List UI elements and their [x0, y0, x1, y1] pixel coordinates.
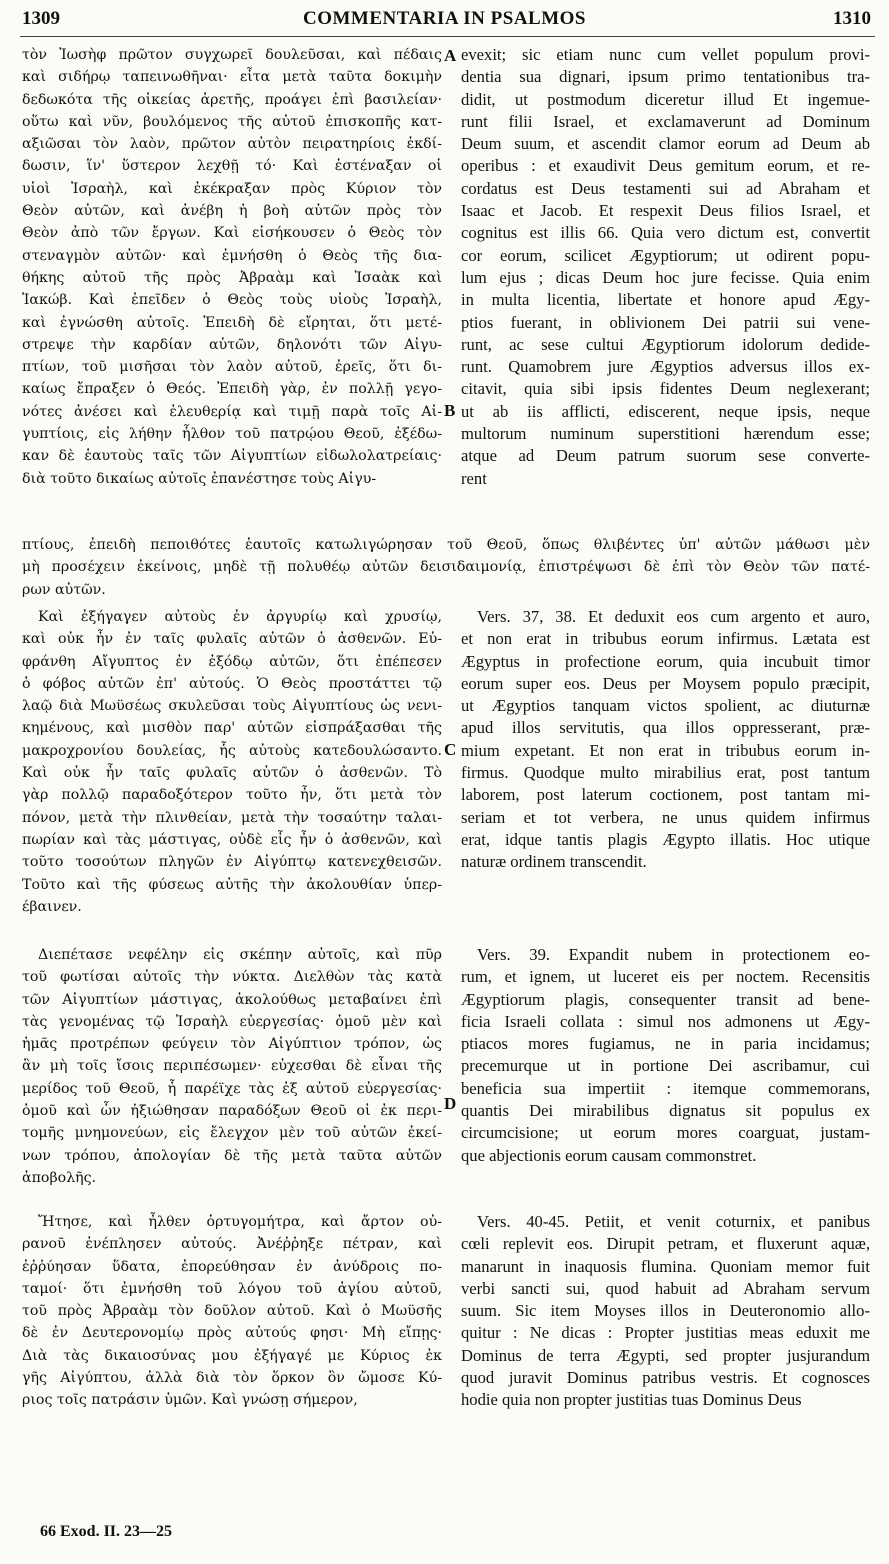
text-line: ptios fuerant, in oblivionem Dei patrii sui vene- — [461, 312, 870, 332]
running-title: COMMENTARIA IN PSALMOS — [303, 8, 586, 29]
text-line: Τοῦτο καὶ τῆς φύσεως αὐτῆς τὴν ἀκολουθίαν ὑπερ- — [22, 876, 442, 893]
text-line: cor eorum, scilicet Ægyptiorum; ut odirent popu- — [461, 245, 870, 265]
latin-column-2 — [461, 606, 870, 874]
text-line: νότες ἀνέσει καὶ ἐλευθερίᾳ καὶ τιμῇ παρὰ τοῖς Αἰ- — [22, 403, 442, 420]
text-line: ut ab iis afflicti, ediscerent, neque ipsis, neque — [461, 401, 870, 421]
text-line: didit, ut postmodum diceretur illud Et ingemue- — [461, 89, 870, 109]
text-line: καίως ἔπραξεν ὁ Θεός. Ἐπειδὴ γὰρ, ἐν πολλῇ γεγο- — [22, 381, 442, 398]
margin-letter-a: A — [444, 46, 457, 65]
text-line: Θεὸν ἀπὸ τῶν ἔργων. Καὶ εἰσήκουσεν ὁ Θεὸς τὸν — [22, 225, 442, 242]
latin-column-1 — [461, 44, 870, 490]
text-line: πόνον, μετὰ τὴν πλινθείαν, μετὰ τὴν τοσαύτην ταλαι- — [22, 809, 442, 826]
greek-column-2 — [22, 606, 442, 918]
text-line: ptiacos mores fugiamus, ne in paria incidamus; — [461, 1034, 870, 1054]
text-line: πωρίαν καὶ τὰς μάστιγας, οὐδὲ εἷς ἦν ὁ ἀσθενῶν, καὶ — [22, 831, 442, 848]
text-line: καὶ ἐγνώσθη αὐτοῖς. Ἐπειδὴ δὲ εἴρηται, ὅτι μετέ- — [22, 314, 442, 331]
text-line: Vers. 37, 38. Et deduxit eos cum argento et auro, — [477, 607, 870, 626]
text-line: ὁμοῦ καὶ ὧν ἠξιώθησαν παραδόξων Θεοῦ οἱ ἐκ περι- — [22, 1103, 442, 1120]
text-line: Καὶ οὐκ ἦν ταῖς φυλαῖς αὐτῶν ὁ ἀσθενῶν. Τὸ — [22, 765, 442, 782]
text-line: laborem, post laterum coctionem, post tantam mi- — [461, 785, 870, 805]
text-line: Dominus de terra Ægypti, sed propter jusjurandum — [461, 1345, 870, 1365]
text-line: manarunt in inaquosis flumina. Quoniam memor fuit — [461, 1256, 870, 1276]
text-line: ρων αὐτῶν. — [22, 581, 106, 598]
text-line: δὲ ἐν Δευτερονομίῳ πρὸς αὐτούς φησι· Μὴ εἴπῃς· — [22, 1325, 442, 1342]
text-line: Ægyptus in profectione eorum, quia incubuit timor — [461, 651, 870, 671]
text-line: γυπτίοις, εἰς λήθην ἦλθον τοῦ πατρῴου Θεοῦ, ἐξέδω- — [22, 426, 442, 443]
text-line: καὶ οὐκ ἦν ἐν ταῖς φυλαῖς αὐτῶν ὁ ἀσθενῶν. Εὐ- — [22, 631, 442, 648]
text-line: quitur : Ne dicas : Propter justitias meas eduxit me — [461, 1323, 870, 1343]
text-line: ριος τοῖς πατράσιν ὑμῶν. Καὶ γνώσῃ σήμερον, — [22, 1392, 358, 1409]
text-line: ἀποβολῆς. — [22, 1169, 97, 1186]
text-line: κημένους, καὶ μισθὸν παρ' αὐτῶν εἰσπράξασθαι τῆς — [22, 720, 442, 737]
footnote: 66 Exod. II. 23—25 — [40, 1523, 173, 1540]
text-line: αξιῶσαι τὸν λαὸν, πρῶτον αὐτὸν πειρατηρίοις ἐκδί- — [22, 136, 442, 153]
text-line: τὸν Ἰωσὴφ πρῶτον συγχωρεῖ δουλεῦσαι, καὶ πέδαις — [22, 47, 442, 63]
text-line: cognitus est illis 66. Quia vero dictum est, convertit — [461, 223, 870, 243]
text-line: Ἤτησε, καὶ ἦλθεν ὀρτυγομήτρα, καὶ ἄρτον οὐ- — [38, 1214, 442, 1230]
latin-column-4 — [461, 1211, 870, 1412]
text-line: φράνθη Αἴγυπτος ἐν ἐξόδῳ αὐτῶν, ὅτι ἐπέπεσεν — [22, 653, 442, 670]
text-line: ρανοῦ ἐνέπλησεν αὐτούς. Ἀνέῤῥηξε πέτραν, καὶ — [22, 1236, 442, 1253]
text-line: ἡμᾶς προτρέπων φεύγειν τὸν Αἰγύπτιον τρόπον, ὡς — [22, 1036, 442, 1053]
text-line: Ægyptiorum plagis, consequenter transit ad bene- — [461, 989, 870, 1009]
text-line: suum. Sic item Moyses illos in Deuteronomio allo- — [461, 1301, 870, 1321]
text-line: rent — [461, 468, 487, 488]
text-line: στρεψε τὴν καρδίαν αὐτῶν, δηλονότι τῶν Αἰγυ- — [22, 336, 442, 353]
text-line: cordatus est Deus testamenti sui ad Abraham et — [461, 178, 870, 198]
text-line: eorum super eos. Deus per Moysem populo præcipit, — [461, 673, 870, 693]
text-line: νων τρόπου, ἀπολογίαν δὲ τῆς μετὰ ταῦτα αὐτῶν — [22, 1147, 442, 1164]
text-line: καν δὲ ἑαυτοὺς ταῖς τῶν Αἰγυπτίων εἰδωλολατρείαις· — [22, 448, 442, 465]
text-line: quantis Dei mirabilibus dignatus sit populus ex — [461, 1101, 870, 1121]
text-line: seriam et tot verbera, ne unus quidem infirmus — [461, 807, 870, 827]
text-line: ἐῤῥύησαν ὕδατα, ἐπορεύθησαν ἐν ἀνύδροις πο- — [22, 1258, 442, 1275]
text-line: γὰρ πολλῷ παραδοξότερον τοῦτο ἦν, ὅτι μετὰ τὸν — [22, 787, 442, 804]
text-line: operibus : et exaudivit Deus gemitum eorum, et re- — [461, 156, 870, 176]
text-line: τοῦ φωτίσαι αὐτοῖς τὴν νύκτα. Διελθὼν τὰς κατὰ — [22, 969, 442, 986]
text-line: multorum numinum superstitioni hærendum esse; — [461, 424, 870, 444]
text-line: rum, et ignem, ut luceret eis per noctem. Recensitis — [461, 967, 870, 987]
text-line: hodie quia non propter justitias tuas Dominus Deus — [461, 1390, 802, 1410]
text-line: Ἰακώβ. Καὶ ἐπεῖδεν ὁ Θεὸς τοὺς υἱοὺς Ἰσραὴλ, — [22, 292, 442, 309]
text-line: ἂν μὴ τοῖς ἴσοις περιπέσωμεν· εὐχεσθαι δὲ εἶναι τῆς — [22, 1058, 442, 1075]
text-line: ut Ægyptios tanquam victos spolient, ac diuturnæ — [461, 696, 870, 716]
text-line: Vers. 39. Expandit nubem in protectionem eo- — [477, 945, 870, 964]
text-line: dentia sua dignari, ipsum primo tentationibus tra- — [461, 67, 870, 87]
text-line: circumcisione; ut eorum mores coarguat, justam- — [461, 1123, 870, 1143]
text-line: naturæ ordinem transcendit. — [461, 852, 647, 872]
text-line: τοῦτο τοσούτων πληγῶν ἐν Αἰγύπτῳ κατενεχθεισῶν. — [22, 854, 442, 871]
text-line: θήκης αὐτοῦ τῆς πρὸς Ἀβραὰμ καὶ Ἰσαὰκ καὶ — [22, 269, 442, 286]
text-line: ταμοί· ὅτι ἐμνήσθη τοῦ λόγου τοῦ ἁγίου αὐτοῦ, — [22, 1280, 442, 1297]
text-line: τῶν Αἰγυπτίων μάστιγας, ἀκολούθως μεταβαίνει ἐπὶ — [22, 991, 442, 1008]
text-line: Θεὸν αὐτῶν, καὶ ἀνέβη ἡ βοὴ αὐτῶν πρὸς τὸν — [22, 203, 442, 220]
text-line: γῆς Αἰγύπτου, ἀλλὰ διὰ τὸν ὅρκον ὃν ὤμοσε Κύ- — [22, 1370, 442, 1387]
text-line: υἱοὶ Ἰσραὴλ, καὶ ἐκέκραξαν πρὸς Κύριον τὸν — [22, 180, 442, 197]
greek-full-width-1 — [22, 534, 870, 601]
text-line: στεναγμὸν αὐτῶν· καὶ ἐμνήσθη ὁ Θεὸς τῆς δια- — [22, 247, 442, 264]
page-number-right: 1310 — [833, 8, 871, 29]
text-line: runt, ac sese cultui Ægyptiorum idolorum dedide- — [461, 334, 870, 354]
text-line: οὕτω καὶ νῦν, βουλόμενος τῆς αὐτοῦ ἐπισκοπῆς κατ- — [22, 113, 442, 130]
text-line: ὁ φόβος αὐτῶν ἐπ' αὐτούς. Ὁ Θεὸς προστάττει τῷ — [22, 675, 442, 692]
text-line: que abjectionis eorum causam commonstret. — [461, 1145, 757, 1165]
text-line: τομῆς μνημονεύων, εἰς ἔλεγχον μὲν τοῦ αὐτῶν ἐκεί- — [22, 1125, 442, 1142]
text-line: runt. Quamobrem jure Ægyptios adversus illos ex- — [461, 357, 870, 377]
text-line: ficia Israeli collata : simul nos admonens ut Ægy- — [461, 1011, 870, 1031]
text-line: μακροχρονίου δουλείας, ἧς αὐτοὺς κατεδουλώσαντο. — [22, 742, 442, 759]
text-line: in multa licentia, libertate et honore apud Ægy- — [461, 290, 870, 310]
latin-column-3 — [461, 944, 870, 1167]
text-line: μερίδος τοῦ Θεοῦ, ἧ παρέϊχε τὰς ἐξ αὐτοῦ εὐεργεσίας· — [22, 1080, 442, 1097]
text-line: Καὶ ἐξήγαγεν αὐτοὺς ἐν ἀργυρίῳ καὶ χρυσίῳ, — [38, 609, 442, 625]
greek-column-3 — [22, 944, 442, 1189]
text-line: cœli replevit eos. Dirupit petram, et fluxerunt aquæ, — [461, 1234, 870, 1254]
text-line: Διὰ τὰς δικαιοσύνας μου ἐξήγαγέ με Κύριος ἐκ — [22, 1347, 442, 1364]
text-line: μὴ προσέχειν ἐκείνοις, μηδὲ τῇ πολυθέῳ αὐτῶν δεισιδαιμονίᾳ, ἐπιστρέψωσι δὲ ἐπὶ τὸν Θεὸν τῶν πατέ- — [22, 559, 870, 576]
text-line: lum ejus ; dicas Deum hoc jure fecisse. Quia enim — [461, 267, 870, 287]
text-line: citavit, quia sibi ipsis fidentes Deum neglexerant; — [461, 379, 870, 399]
margin-letter-c: C — [444, 740, 457, 759]
text-line: τὰς γενομένας τῷ Ἰσραὴλ εὐεργεσίας· ὁμοῦ μὲν καὶ — [22, 1013, 442, 1030]
text-line: Vers. 40-45. Petiit, et venit coturnix, et panibus — [477, 1212, 870, 1231]
text-line: verbi sancti sui, quod habuit ad Abraham servum — [461, 1278, 870, 1298]
text-line: runt filii Israel, et exclamaverunt ad Dominum — [461, 111, 870, 131]
margin-letter-b: B — [444, 401, 456, 420]
header-rule — [20, 36, 875, 37]
text-line: διὰ τοῦτο δικαίως αὐτοῖς ἐπανέστησε τοὺς Αἰγυ- — [22, 470, 377, 487]
text-line: Deum suum, et ascendit clamor eorum ad Deum ab — [461, 134, 870, 154]
text-line: καὶ σιδήρῳ ταπεινωθῆναι· εἶτα μετὰ ταῦτα δοκιμὴν — [22, 69, 442, 86]
text-line: λαῷ διὰ Μωϋσέως σκυλεῦσαι τοὺς Αἰγυπτίους ὡς νενι- — [22, 698, 442, 715]
text-line: erat, idque tantis plagis Ægypto illatis. Hoc utique — [461, 829, 870, 849]
text-line: mium expetant. Et non erat in tribubus eorum in- — [461, 740, 870, 760]
text-line: Isaac et Jacob. Et respexit Deus filios Israel, et — [461, 201, 870, 221]
greek-column-4 — [22, 1211, 442, 1412]
text-line: firmus. Quodque multo mirabilius erat, post tantum — [461, 763, 870, 783]
text-line: πτίους, ἐπειδὴ πεποιθότες ἑαυτοῖς κατωλιγώρησαν τοῦ Θεοῦ, ὅπως θλιβέντες ὑπ' αὐτῶν μάθωσι μὲν — [22, 537, 870, 553]
text-line: πτίων, τοῦ μισῆσαι τὸν λαὸν αὐτοῦ, ἐρεῖς, ὅτι δι- — [22, 359, 442, 376]
greek-column-1 — [22, 44, 442, 490]
text-line: Διεπέτασε νεφέλην εἰς σκέπην αὐτοῖς, καὶ πῦρ — [38, 947, 442, 963]
text-line: atque ad Deum patrum suorum sese converte- — [461, 446, 870, 466]
text-line: quod juravit Dominus patribus vestris. Et cognosces — [461, 1368, 870, 1388]
text-line: et non erat in tribubus eorum infirmus. Lætata est — [461, 629, 870, 649]
text-line: δεδωκότα τῆς οἰκείας ἀρετῆς, προάγει ἐπὶ βασιλείαν· — [22, 91, 442, 108]
text-line: evexit; sic etiam nunc cum vellet populum provi- — [461, 45, 870, 64]
text-line: precemurque ut in portione Dei ascribamur, cui — [461, 1056, 870, 1076]
text-line: τοῦ πρὸς Ἀβραὰμ τὸν δοῦλον αὐτοῦ. Καὶ ὁ Μωϋσῆς — [22, 1303, 442, 1320]
text-line: beneficia sua impertiit : itemque commemorans, — [461, 1078, 870, 1098]
text-line: δωσιν, ἵν' ὕστερον λεχθῇ τό· Καὶ ἐστέναξαν οἱ — [22, 158, 442, 175]
text-line: έβαινεν. — [22, 898, 82, 915]
margin-letter-d: D — [444, 1094, 457, 1113]
text-line: apud illos servitutis, qua illos oppresserant, præ- — [461, 718, 870, 738]
page-number-left: 1309 — [22, 8, 60, 29]
